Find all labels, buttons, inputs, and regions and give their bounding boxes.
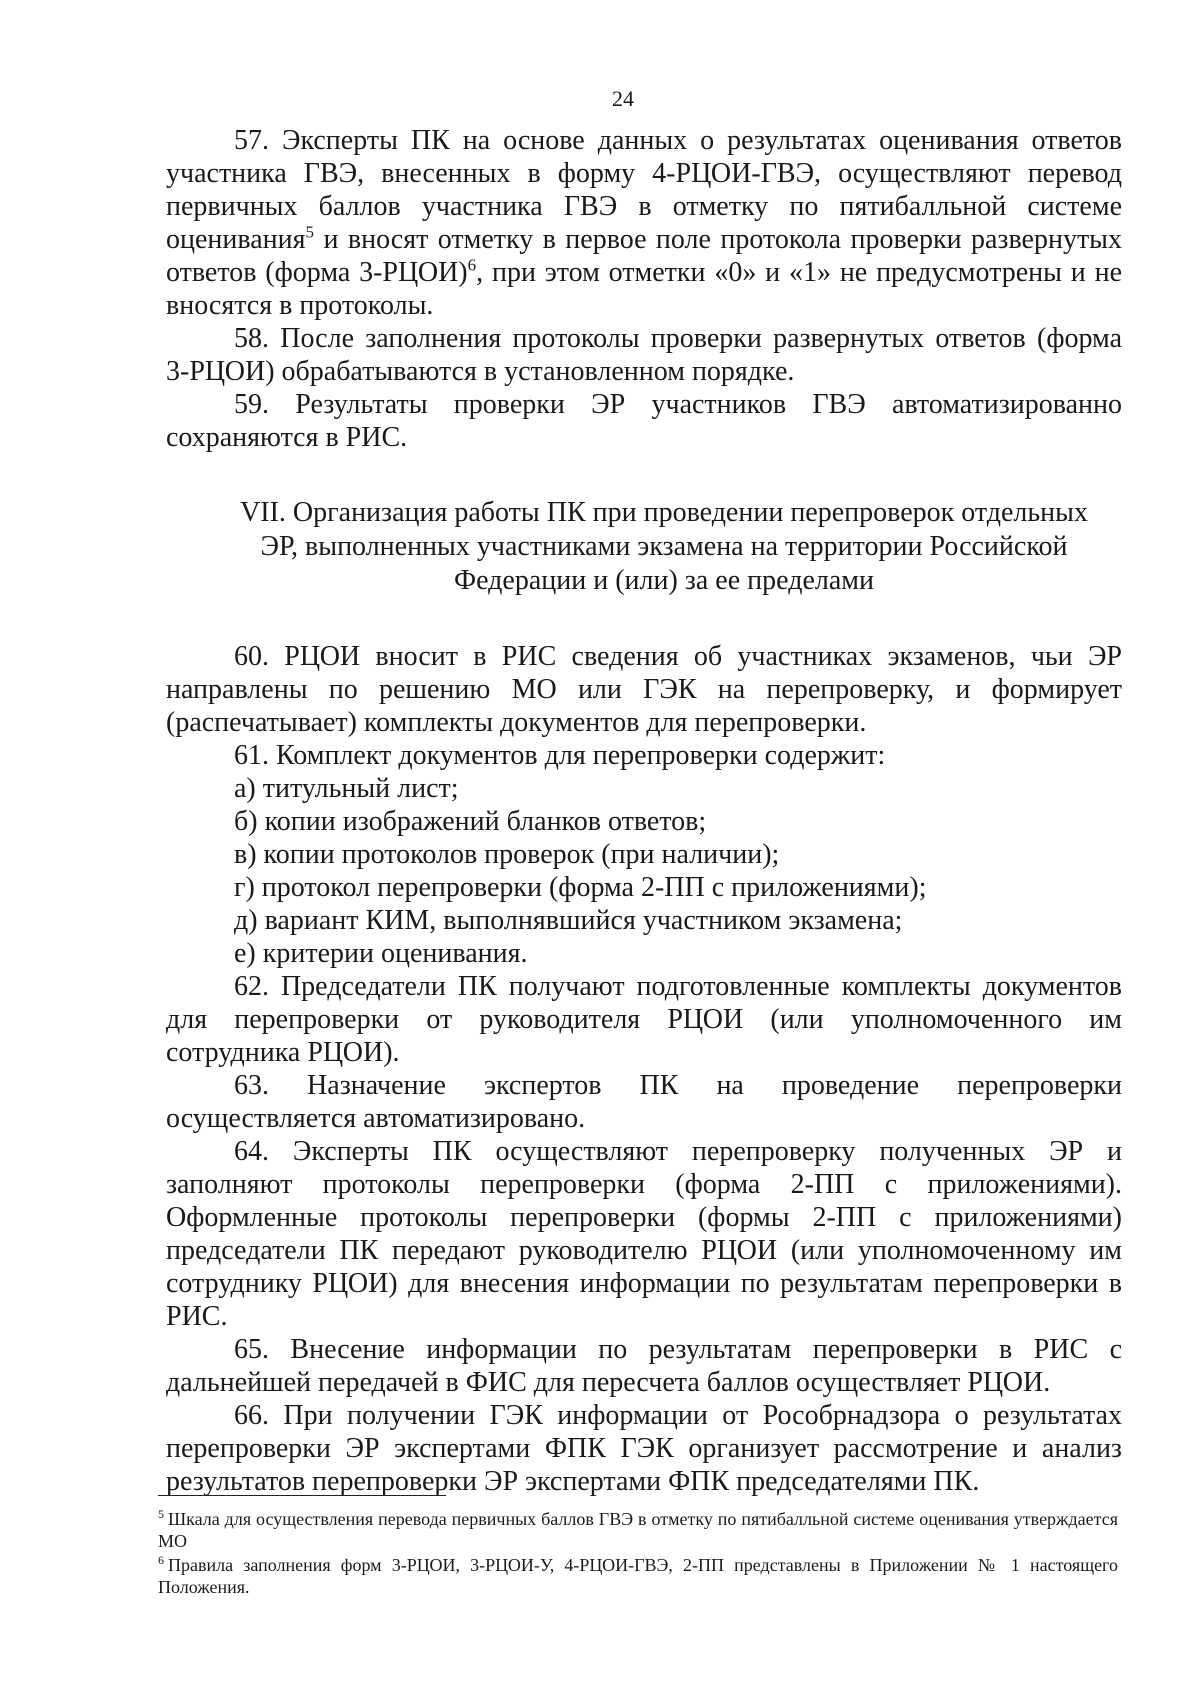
paragraph-64: 64. Эксперты ПК осуществляют перепроверку полученных ЭР и заполняют протоколы перепроверки (форма 2-ПП с приложениями). Оформленные протоколы перепроверки (формы 2-ПП с приложениями) председатели ПК передают руководителю РЦОИ (или уполномоченному им сотруднику РЦОИ) для внесения информации по результатам перепроверки в РИС. xyxy=(166,1136,1122,1332)
section-heading xyxy=(166,496,1122,598)
list-item: а) титульный лист; xyxy=(234,773,459,804)
footnote-text: Шкала для осуществления перевода первичных баллов ГВЭ в отметку по пятибалльной системе оценивания утверждается МО xyxy=(158,1509,1118,1551)
list-item: б) копии изображений бланков ответов; xyxy=(234,806,707,837)
footnote-5 xyxy=(158,1508,1118,1552)
paragraph-57 xyxy=(166,124,1122,322)
paragraph-number: 57. xyxy=(234,125,269,156)
paragraph-58 xyxy=(166,322,1122,388)
footnote-6 xyxy=(158,1554,1118,1598)
footnote-ref-5[interactable]: 5 xyxy=(305,222,315,242)
paragraph-text: После заполнения протоколы проверки развернутых ответов (форма 3-РЦОИ) обрабатываются в установленном порядке. xyxy=(166,323,1123,387)
paragraph-text: Эксперты ПК на основе данных о результатах оценивания ответов участника ГВЭ, внесенных в форму 4-РЦОИ-ГВЭ, осуществляют перевод первичных баллов участника ГВЭ в отметку по пятибалльной системе оценивания xyxy=(166,125,1122,255)
section-heading-line: Федерации и (или) за ее пределами xyxy=(454,565,874,596)
document-body xyxy=(166,124,1122,1498)
list-item: д) вариант КИМ, выполнявшийся участником экзамена; xyxy=(234,905,903,936)
footnote-mark: 6 xyxy=(158,1553,164,1567)
paragraph-63: 63. Назначение экспертов ПК на проведение перепроверки осуществляется автоматизировано. xyxy=(166,1070,1122,1134)
paragraph-65: 65. Внесение информации по результатам перепроверки в РИС с дальнейшей передачей в ФИС для пересчета баллов осуществляет РЦОИ. xyxy=(166,1334,1122,1398)
paragraph-59 xyxy=(166,388,1122,454)
section-heading-line: ЭР, выполненных участниками экзамена на территории Российской xyxy=(260,531,1068,562)
page-number: 24 xyxy=(612,86,634,111)
list-item: е) критерии оценивания. xyxy=(234,938,528,969)
section-heading-line: VII. Организация работы ПК при проведении перепроверок отдельных xyxy=(240,497,1088,528)
paragraph-61: 61. Комплект документов для перепроверки содержит: xyxy=(234,740,886,771)
paragraph-66: 66. При получении ГЭК информации от Рособрнадзора о результатах перепроверки ЭР экспертами ФПК ГЭК организует рассмотрение и анализ результатов перепроверки ЭР экспертами ФПК председателями ПК. xyxy=(166,1400,1122,1497)
list-item: г) протокол перепроверки (форма 2-ПП с приложениями); xyxy=(234,872,927,903)
footnotes xyxy=(158,1495,1118,1600)
paragraph-number: 59. xyxy=(234,389,269,420)
paragraph-62: 62. Председатели ПК получают подготовленные комплекты документов для перепроверки от руководителя РЦОИ (или уполномоченного им сотрудника РЦОИ). xyxy=(166,971,1122,1068)
footnote-text: Правила заполнения форм 3-РЦОИ, 3-РЦОИ-У, 4-РЦОИ-ГВЭ, 2-ПП представлены в Приложении № 1 настоящего Положения. xyxy=(158,1555,1118,1597)
paragraph-text: Результаты проверки ЭР участников ГВЭ автоматизированно сохраняются в РИС. xyxy=(166,389,1122,453)
list-item: в) копии протоколов проверок (при наличии); xyxy=(234,839,780,870)
footnote-divider xyxy=(158,1495,446,1496)
paragraph-number: 58. xyxy=(234,323,269,354)
footnote-ref-6[interactable]: 6 xyxy=(467,255,477,275)
paragraph-text: , при этом отметки «0» и «1» не предусмотрены и не вносятся в протоколы. xyxy=(166,257,1122,321)
paragraph-60: 60. РЦОИ вносит в РИС сведения об участниках экзаменов, чьи ЭР направлены по решению МО или ГЭК на перепроверку, и формирует (распечатывает) комплекты документов для перепроверки. xyxy=(166,641,1122,738)
paragraph-text: и вносят отметку в первое поле протокола проверки развернутых ответов (форма 3-РЦОИ) xyxy=(166,224,1122,288)
footnote-mark: 5 xyxy=(158,1507,164,1521)
